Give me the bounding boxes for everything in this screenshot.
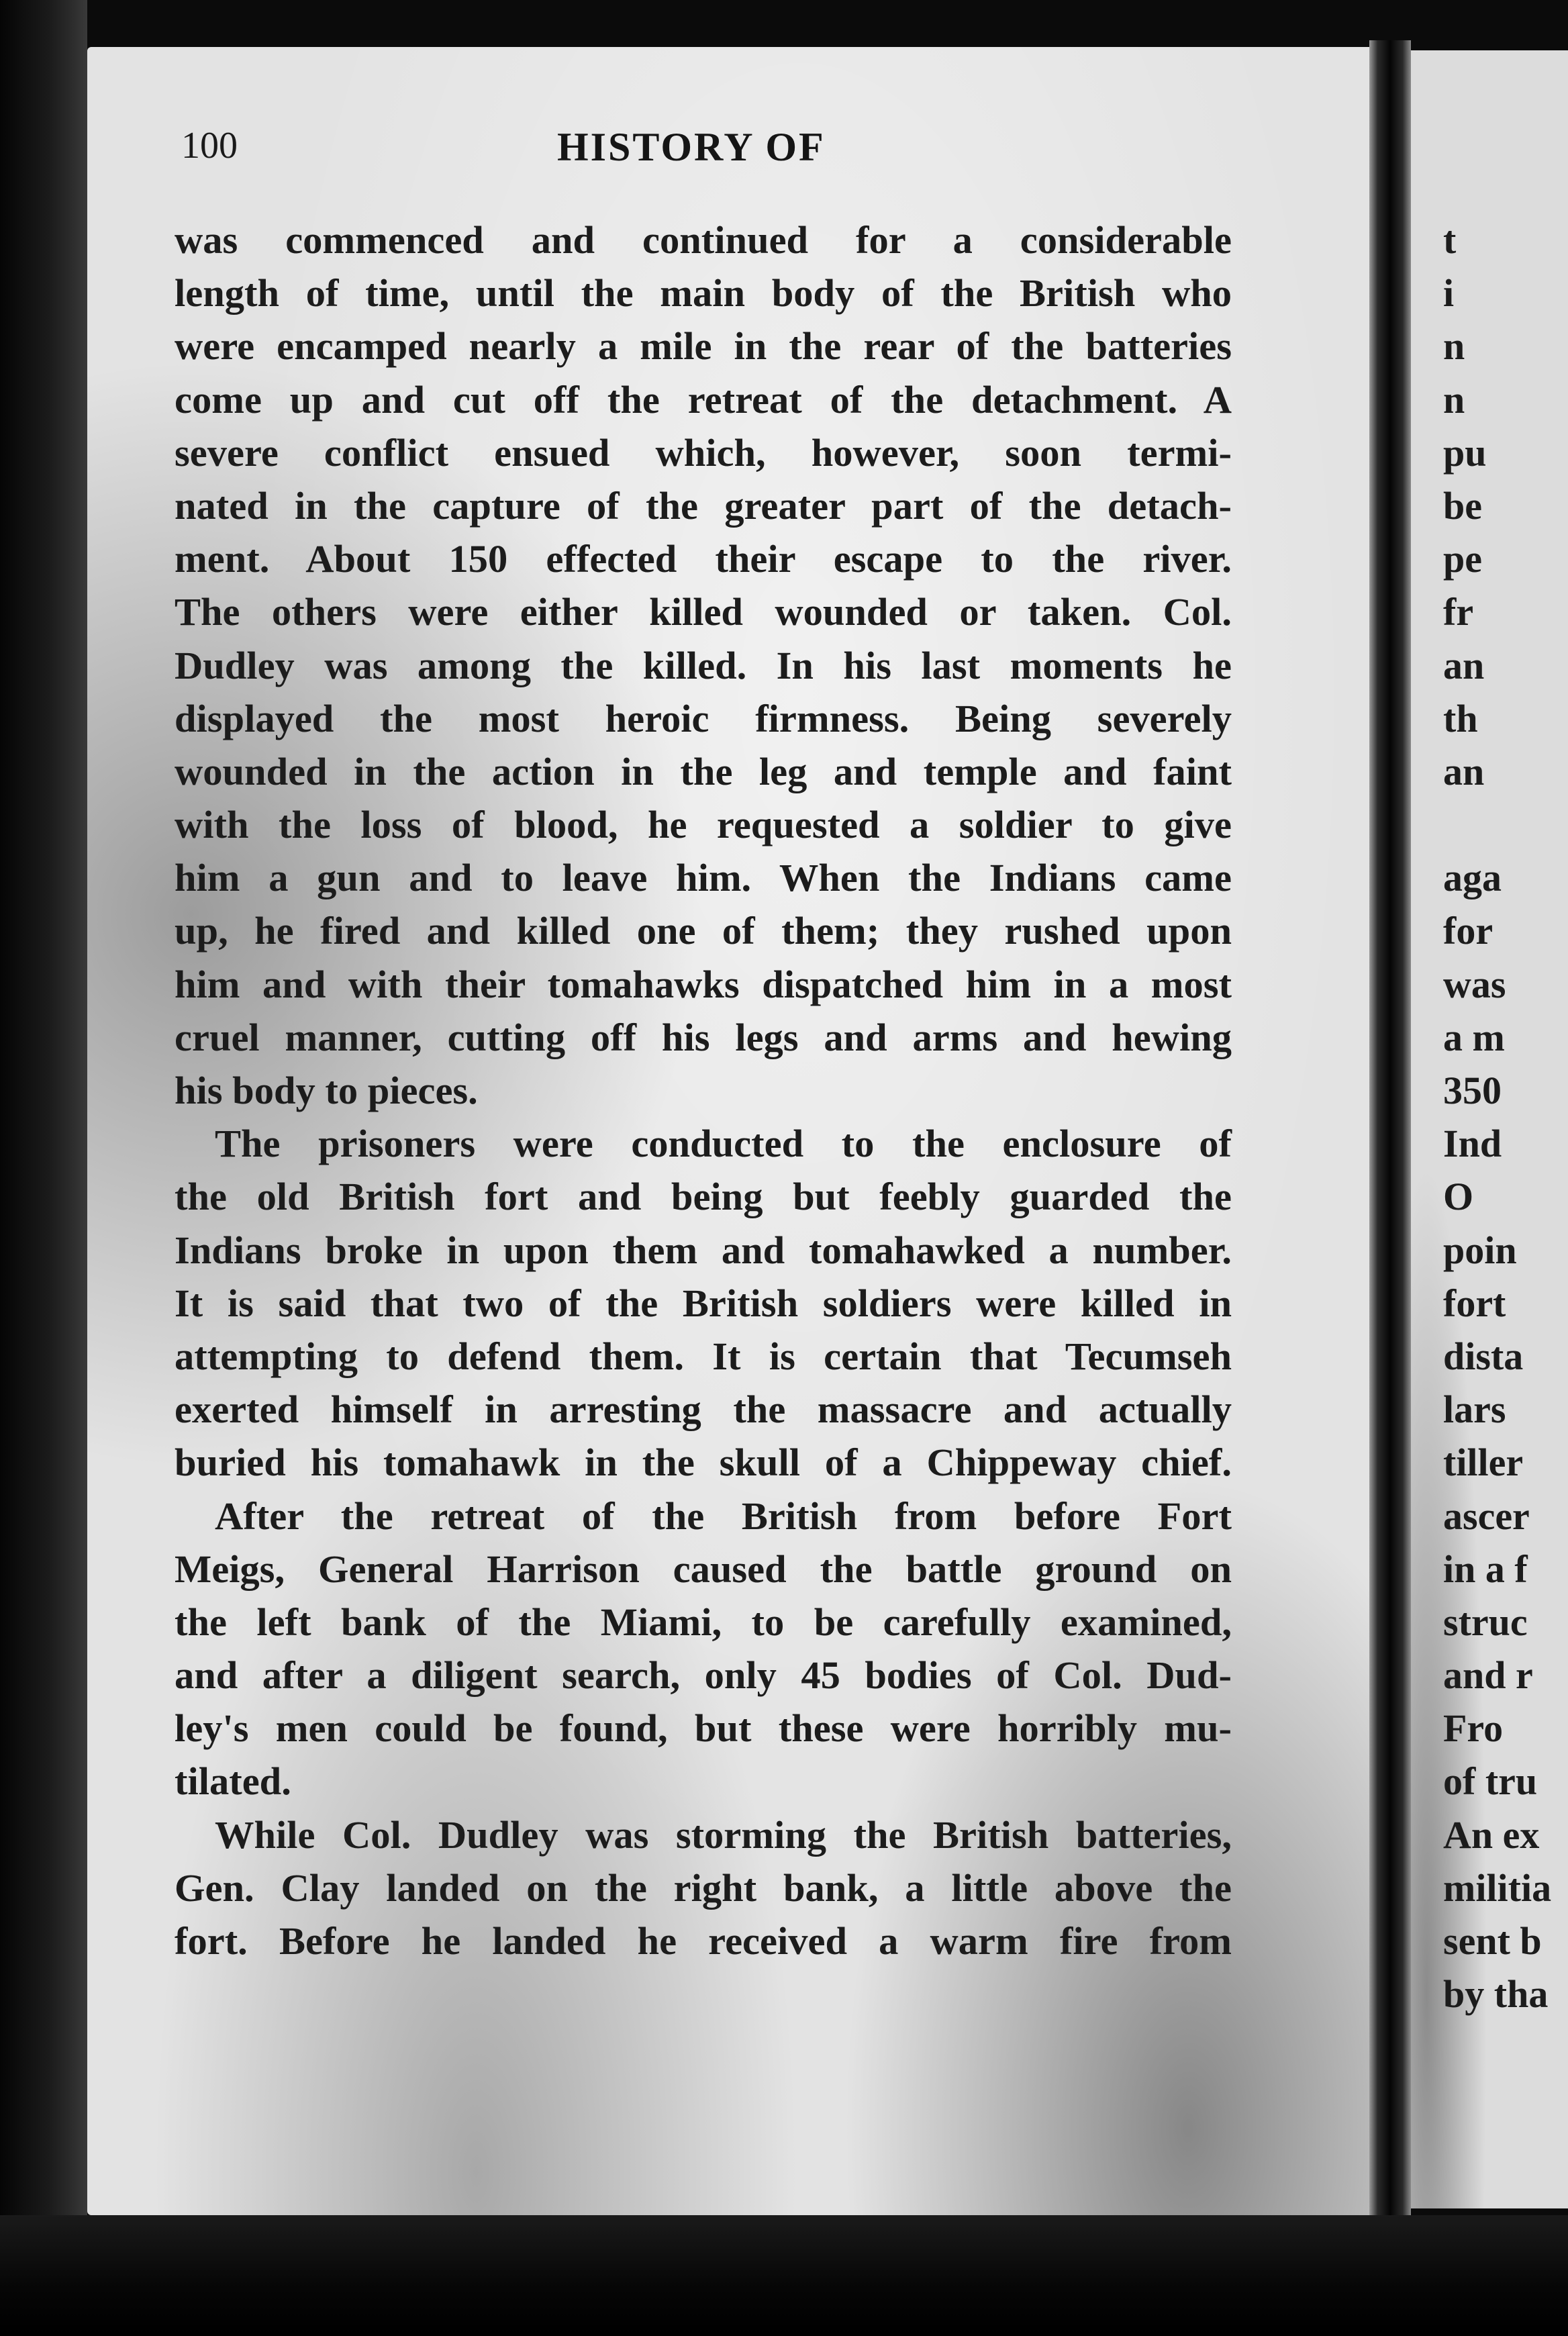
facing-page-fragment: th [1443,696,1478,740]
facing-page-fragment: was [1443,962,1506,1006]
text-line: Indians broke in upon them and tomahawked a number. [175,1228,1232,1272]
facing-page-fragment: n [1443,324,1465,369]
text-line: ment. About 150 effected their escape to the river. [175,537,1232,581]
facing-page-fragment: i [1443,271,1455,315]
facing-page-fragment: t [1443,218,1457,262]
facing-page-fragment: for [1443,909,1493,953]
facing-page-fragment: sent b [1443,1919,1542,1963]
text-line: was commenced and continued for a considerable [175,218,1232,262]
facing-page-fragment: 350 [1443,1069,1502,1112]
facing-page-fragment: O [1443,1175,1474,1219]
facing-page-fragment: an [1443,643,1485,687]
text-line: displayed the most heroic firmness. Being severely [175,696,1232,740]
text-line: attempting to defend them. It is certain that Tecumseh [175,1334,1232,1378]
text-line: and after a diligent search, only 45 bodies of Col. Dud- [175,1653,1232,1698]
text-line: The prisoners were conducted to the enclosure of [215,1122,1232,1166]
text-line: the old British fort and being but feebly guarded the [175,1175,1232,1219]
text-line: Gen. Clay landed on the right bank, a little above the [175,1865,1232,1910]
facing-page-fragment: Ind [1443,1122,1502,1166]
facing-page-fragment [1443,798,1568,851]
text-line: the left bank of the Miami, to be carefully examined, [175,1600,1232,1644]
facing-page-fragment: a m [1443,1015,1505,1059]
facing-page-fragment: militia [1443,1865,1552,1910]
text-line: Meigs, General Harrison caused the battle ground on [175,1547,1232,1591]
facing-page-fragment: An ex [1443,1812,1540,1857]
facing-page-fragment: n [1443,377,1465,422]
facing-page-fragment: tiller [1443,1441,1524,1485]
facing-page-fragment: an [1443,749,1485,793]
text-line: fort. Before he landed he received a warm fire from [175,1919,1232,1963]
text-line: come up and cut off the retreat of the detachment. A [175,377,1232,422]
facing-page-fragment: and r [1443,1653,1533,1698]
paragraph [175,1808,1232,1968]
facing-page-fragment: ascer [1443,1494,1530,1538]
facing-page-fragment: of tru [1443,1759,1538,1804]
text-line: him a gun and to leave him. When the Indians came [175,856,1232,900]
book-gutter [1369,40,1411,2229]
text-line: length of time, until the main body of the British who [175,271,1232,315]
facing-page-fragment: fr [1443,590,1474,634]
text-line: his body to pieces. [175,1069,478,1112]
facing-page-fragment: dista [1443,1334,1524,1378]
text-line: with the loss of blood, he requested a soldier to give [175,803,1232,847]
paragraph [175,1117,1232,1489]
paragraph [175,213,1232,1117]
text-line: buried his tomahawk in the skull of a Chippeway chief. [175,1441,1232,1485]
facing-page-text [1443,213,1568,2021]
text-line: While Col. Dudley was storming the British batteries, [215,1812,1232,1857]
body-text [175,213,1232,1967]
facing-page-fragment: Fro [1443,1706,1504,1751]
facing-page-fragment: aga [1443,856,1502,900]
text-line: nated in the capture of the greater part of the detach- [175,483,1232,528]
text-line: The others were either killed wounded or taken. Col. [175,590,1232,634]
facing-page-fragment: be [1443,483,1482,528]
text-line: cruel manner, cutting off his legs and arms and hewing [175,1015,1232,1059]
facing-page-fragment: poin [1443,1228,1517,1272]
text-line: After the retreat of the British from before Fort [215,1494,1232,1538]
page-number: 100 [181,125,238,166]
scan-bottom-shadow [0,2215,1568,2336]
text-line: him and with their tomahawks dispatched him in a most [175,962,1232,1006]
facing-page-fragment: fort [1443,1281,1506,1325]
running-head: HISTORY OF [557,125,826,169]
facing-page-fragment: lars [1443,1388,1506,1432]
facing-page-fragment: by tha [1443,1972,1549,2016]
facing-page-fragment: pe [1443,537,1482,581]
text-line: exerted himself in arresting the massacre and actually [175,1388,1232,1432]
text-line: It is said that two of the British soldiers were killed in [175,1281,1232,1325]
text-line: severe conflict ensued which, however, soon termi- [175,430,1232,475]
text-line: up, he fired and killed one of them; they rushed upon [175,909,1232,953]
paragraph [175,1490,1232,1808]
text-line: Dudley was among the killed. In his last moments he [175,643,1232,687]
facing-page-fragment: in a f [1443,1547,1528,1591]
facing-page-fragment: struc [1443,1600,1528,1644]
book-edge-left [0,0,87,2336]
text-line: wounded in the action in the leg and temple and faint [175,749,1232,793]
text-line: were encamped nearly a mile in the rear of the batteries [175,324,1232,369]
facing-page-fragment: pu [1443,430,1487,475]
text-line: ley's men could be found, but these were horribly mu- [175,1706,1232,1751]
page-header [181,124,1228,185]
text-line: tilated. [175,1759,291,1804]
